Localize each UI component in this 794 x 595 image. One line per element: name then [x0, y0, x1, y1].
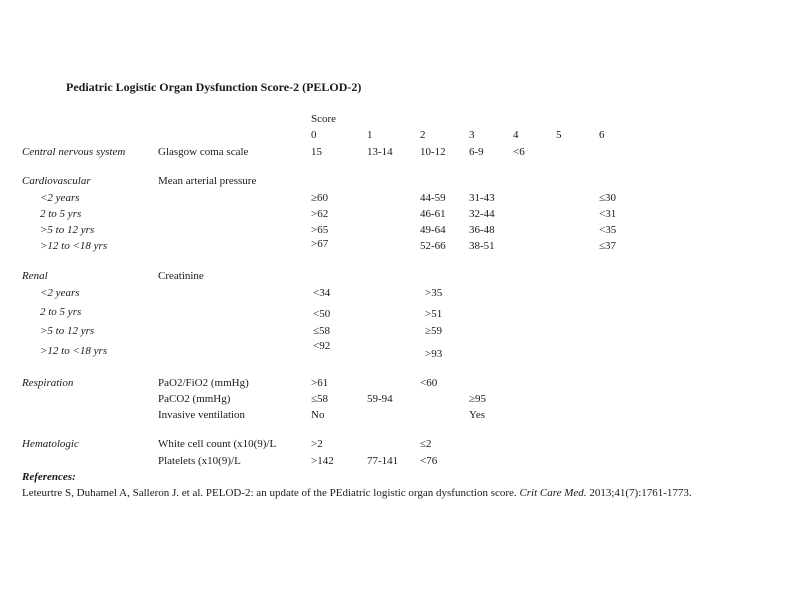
cardio-measure: Mean arterial pressure [158, 175, 257, 187]
document-title: Pediatric Logistic Organ Dysfunction Score-2 (PELOD-2) [66, 80, 362, 94]
cns-score-1: 13-14 [367, 146, 393, 158]
score-header: Score [311, 113, 337, 125]
resp-cell: Yes [469, 409, 486, 421]
cns-measure: Glasgow coma scale [158, 146, 249, 158]
renal-measure: Creatinine [158, 270, 204, 282]
renal-cell: <92 [313, 340, 331, 352]
cardio-age-row: <2 years [40, 192, 80, 204]
cns-score-2: 10-12 [420, 146, 446, 158]
cardio-cell: 32-44 [469, 208, 495, 220]
renal-age-row: >5 to 12 yrs [40, 325, 95, 337]
cardio-cell: >62 [311, 208, 329, 220]
renal-cell: ≤58 [313, 325, 331, 337]
system-cardiovascular: Cardiovascular [22, 175, 91, 187]
hema-cell: <76 [420, 455, 438, 467]
cardio-cell: >67 [311, 238, 329, 250]
renal-cell: >35 [425, 287, 443, 299]
renal-cell: ≥59 [425, 325, 443, 337]
hema-measure: Platelets (x10(9)/L [158, 455, 241, 467]
reference-authors: Leteurtre S, Duhamel A, Salleron J. et al. PELOD-2: an update of the PEdiatric logistic organ dysfunction score. [22, 487, 520, 499]
renal-cell: <34 [313, 287, 331, 299]
score-col-1: 1 [367, 129, 373, 141]
cardio-cell: 49-64 [420, 224, 446, 236]
cardio-cell: ≥60 [311, 192, 329, 204]
system-cns: Central nervous system [22, 146, 126, 158]
cardio-cell: ≤30 [599, 192, 617, 204]
cardio-cell: >65 [311, 224, 329, 236]
renal-cell: <50 [313, 308, 331, 320]
cardio-cell: 38-51 [469, 240, 495, 252]
resp-cell: ≤58 [311, 393, 329, 405]
renal-cell: >93 [425, 348, 443, 360]
cardio-cell: 46-61 [420, 208, 446, 220]
score-col-6: 6 [599, 129, 605, 141]
hema-cell: >2 [311, 438, 323, 450]
cardio-cell: <35 [599, 224, 617, 236]
renal-age-row: >12 to <18 yrs [40, 345, 108, 357]
cardio-age-row: 2 to 5 yrs [40, 208, 82, 220]
score-col-2: 2 [420, 129, 426, 141]
references-heading: References: [22, 471, 76, 483]
resp-measure: PaCO2 (mmHg) [158, 393, 231, 405]
system-renal: Renal [22, 270, 48, 282]
cardio-cell: 36-48 [469, 224, 495, 236]
cns-score-0: 15 [311, 146, 322, 158]
cardio-cell: 31-43 [469, 192, 495, 204]
cardio-cell: 44-59 [420, 192, 446, 204]
resp-cell: <60 [420, 377, 438, 389]
hema-cell: 77-141 [367, 455, 399, 467]
score-col-0: 0 [311, 129, 317, 141]
cardio-age-row: >12 to <18 yrs [40, 240, 108, 252]
cardio-cell: 52-66 [420, 240, 446, 252]
score-col-4: 4 [513, 129, 519, 141]
score-col-5: 5 [556, 129, 562, 141]
reference-journal: Crit Care Med. [519, 487, 587, 499]
cardio-cell: <31 [599, 208, 617, 220]
hema-cell: >142 [311, 455, 334, 467]
renal-age-row: 2 to 5 yrs [40, 306, 82, 318]
system-hematologic: Hematologic [22, 438, 79, 450]
system-respiration: Respiration [22, 377, 74, 389]
cardio-cell: ≤37 [599, 240, 617, 252]
resp-cell: 59-94 [367, 393, 393, 405]
hema-cell: ≤2 [420, 438, 432, 450]
cns-score-3: 6-9 [469, 146, 484, 158]
resp-measure: Invasive ventilation [158, 409, 246, 421]
renal-cell: >51 [425, 308, 443, 320]
score-col-3: 3 [469, 129, 475, 141]
resp-cell: ≥95 [469, 393, 487, 405]
resp-measure: PaO2/FiO2 (mmHg) [158, 377, 249, 389]
reference-details: 2013;41(7):1761-1773. [586, 487, 692, 499]
cns-score-4: <6 [513, 146, 525, 158]
cardio-age-row: >5 to 12 yrs [40, 224, 95, 236]
renal-age-row: <2 years [40, 287, 80, 299]
reference-citation [22, 487, 692, 500]
hema-measure: White cell count (x10(9)/L [158, 438, 277, 450]
resp-cell: No [311, 409, 325, 421]
resp-cell: >61 [311, 377, 329, 389]
